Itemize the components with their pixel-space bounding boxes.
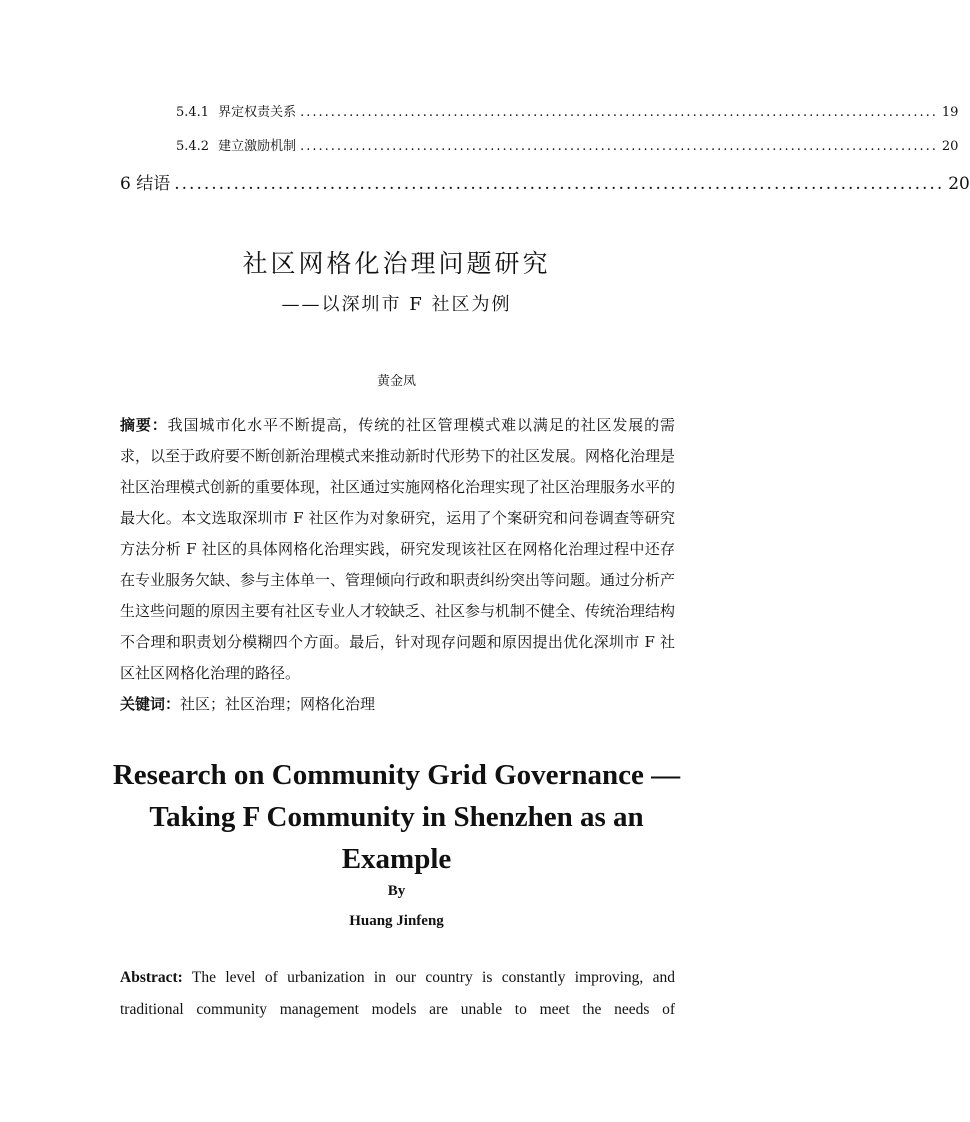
chinese-abstract-text: 我国城市化水平不断提高，传统的社区管理模式难以满足的社区发展的需求，以至于政府要不断创新治理模式来推动新时代形势下的社区发展。网格化治理是社区治理模式创新的重要体现，社区通过实施网格化治理实现了社区治理服务水平的最大化。本文选取深圳市 F 社区作为对象研究，运用了个案研究和问卷调查等研究方法分析 F 社区的具体网格化治理实践，研究发现该社区在网格化治理过程中还存在专业服务欠缺、参与主体单一、管理倾向行政和职责纠纷突出等问题。通过分析产生这些问题的原因主要有社区专业人才较缺乏、社区参与机制不健全、传统治理结构不合理和职责划分模糊四个方面。最后，针对现存问题和原因提出优化深圳市 F 社区社区网格化治理的路径。 xyxy=(120,416,676,682)
chinese-abstract-label: 摘要： xyxy=(120,416,168,434)
toc-entry-title: 界定权责关系 xyxy=(218,105,297,120)
english-author: Huang Jinfeng xyxy=(349,913,444,929)
toc-entry-number: 5.4.2 xyxy=(176,139,210,154)
english-abstract-text: The level of urbanization in our country is constantly improving, and traditional community management models are unable to meet the needs of xyxy=(120,969,675,1018)
toc-entry-number: 5.4.1 xyxy=(176,105,210,120)
toc-leader-dots: ........................................................................................................ xyxy=(300,139,938,154)
chinese-keywords-label: 关键词： xyxy=(120,695,181,713)
toc-chapter-title: 6 结语 xyxy=(120,174,171,194)
chinese-subtitle: ——以深圳市 F 社区为例 xyxy=(281,294,512,315)
toc-chapter-page: 20 xyxy=(948,174,970,194)
toc-entry-page: 20 xyxy=(941,139,959,154)
toc-entry-page: 19 xyxy=(941,105,959,120)
toc-entry-title: 建立激励机制 xyxy=(218,139,297,154)
english-abstract-label: Abstract: xyxy=(120,969,183,986)
toc-leader-dots: ........................................................................................................ xyxy=(174,174,945,194)
english-by-label: By xyxy=(387,883,406,899)
chinese-keywords-text: 社区；社区治理；网格化治理 xyxy=(180,695,376,713)
english-title: Research on Community Grid Governance —Taking F Community in Shenzhen as an Example xyxy=(112,759,681,875)
chinese-title: 社区网格化治理问题研究 xyxy=(242,249,551,278)
chinese-abstract xyxy=(120,410,675,689)
chinese-keywords xyxy=(120,692,675,716)
chinese-author: 黄金凤 xyxy=(376,374,416,389)
toc-entry[interactable] xyxy=(176,135,959,154)
toc-leader-dots: ........................................................................................................ xyxy=(300,105,938,120)
english-abstract xyxy=(120,962,675,1026)
toc-entry-chapter[interactable] xyxy=(120,169,970,194)
toc-entry[interactable] xyxy=(176,101,959,120)
